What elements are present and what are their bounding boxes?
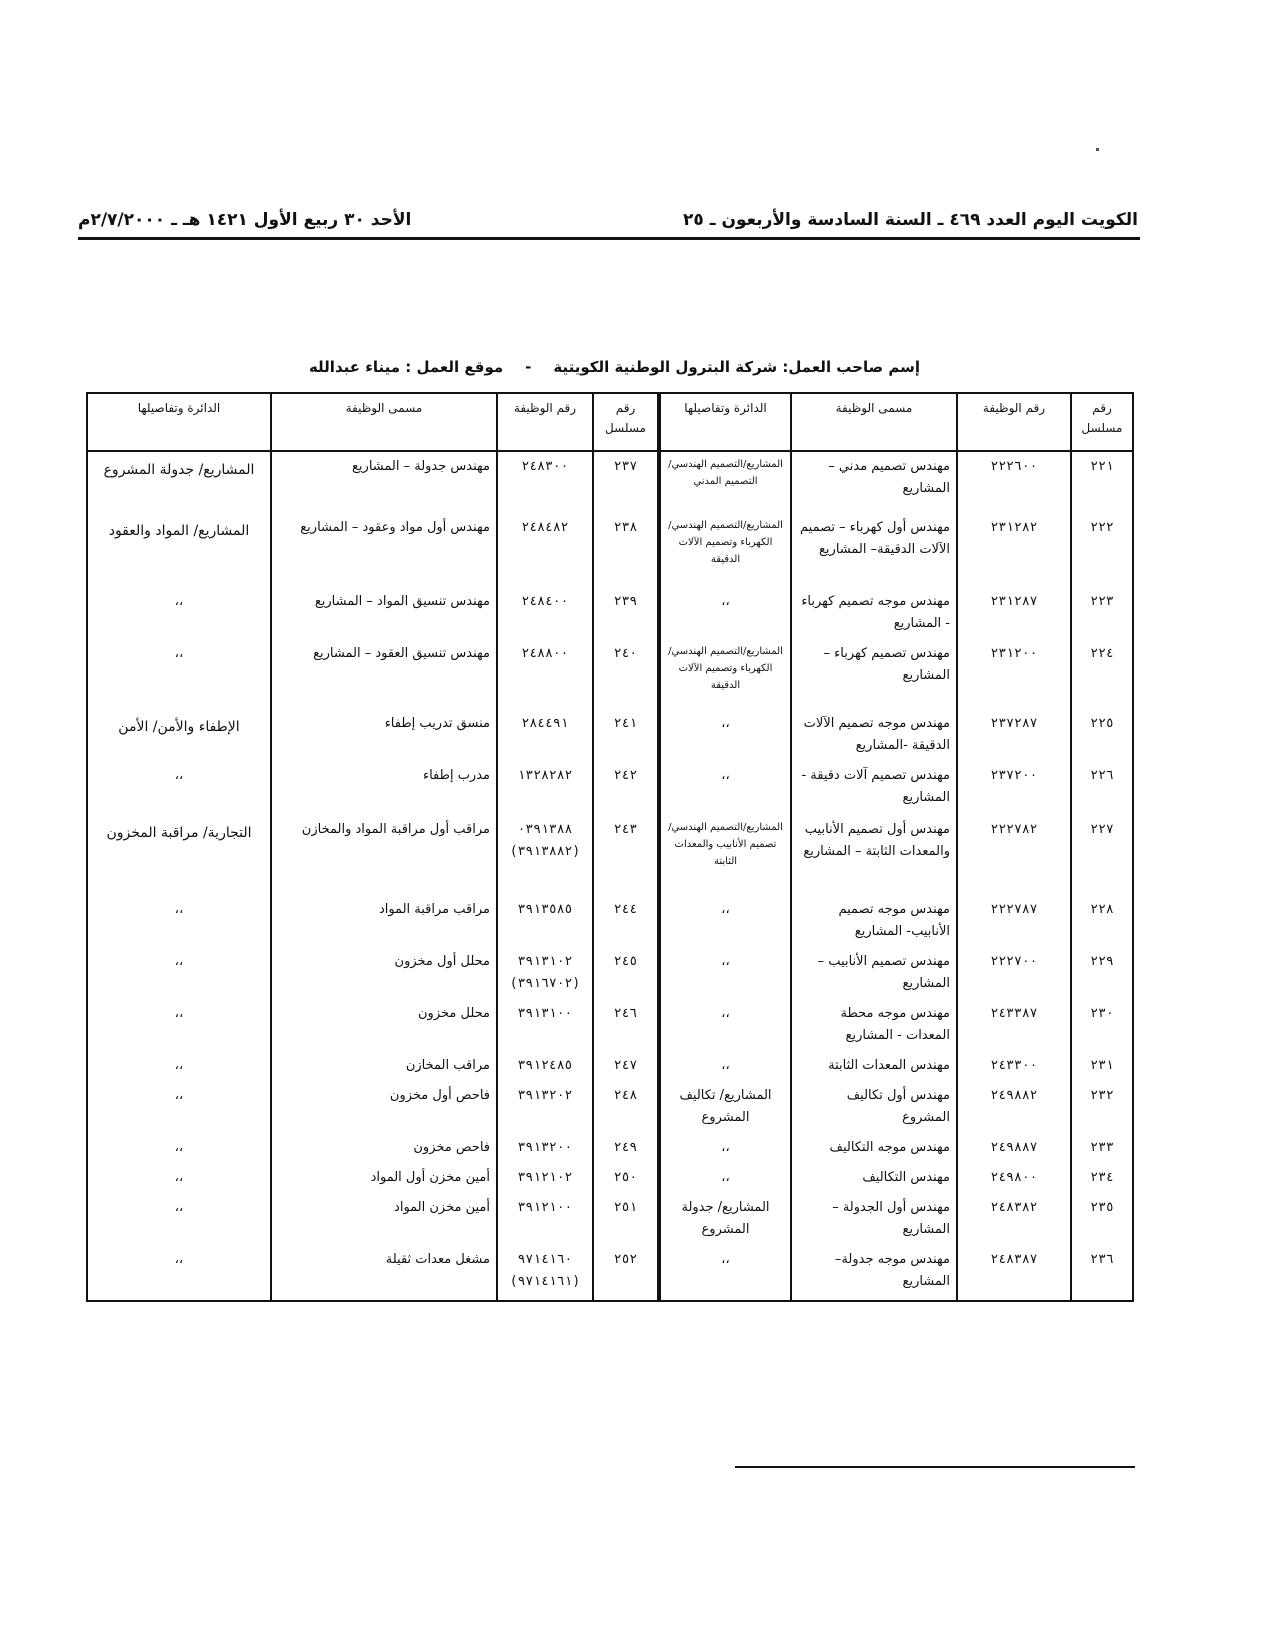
row-department: ،، [659, 709, 791, 761]
row-serial: ٢٢٥ [1071, 709, 1133, 761]
row-job-title: مهندس تصميم آلات دقيقة - المشاريع [791, 761, 957, 815]
table-row [87, 815, 1133, 895]
table-row [87, 1193, 1133, 1245]
gazette-date: الأحد ٣٠ ربيع الأول ١٤٢١ هـ ـ ٢/٧/٢٠٠٠م [78, 210, 412, 230]
table-row [87, 761, 1133, 815]
row-department: الإطفاء والأمن/ الأمن [87, 709, 271, 761]
row-department: ،، [659, 587, 791, 639]
scan-speck [1096, 148, 1099, 151]
row-job-title: مهندس تنسيق العقود – المشاريع [271, 639, 497, 709]
col-department-right: الدائرة وتفاصيلها [659, 393, 791, 451]
row-department: ،، [87, 999, 271, 1051]
row-job-number: ٣٩١٢١٠٢ [497, 1163, 593, 1193]
table-row [87, 587, 1133, 639]
row-job-title: مهندس موجه جدولة– المشاريع [791, 1245, 957, 1301]
row-serial: ٢٣٢ [1071, 1081, 1133, 1133]
page-header [78, 210, 1138, 240]
table-row [87, 1133, 1133, 1163]
row-job-title: مهندس تصميم الأنابيب – المشاريع [791, 947, 957, 999]
row-job-title: فاحص مخزون [271, 1133, 497, 1163]
table-row [87, 513, 1133, 587]
jobs-table [86, 392, 1134, 1302]
row-serial: ٢٥٠ [593, 1163, 659, 1193]
row-job-title: مهندس جدولة – المشاريع [271, 451, 497, 513]
row-job-number: ٢٢٢٧٠٠ [957, 947, 1071, 999]
row-job-number: ٢٤٣٣٨٧ [957, 999, 1071, 1051]
row-serial: ٢٤٠ [593, 639, 659, 709]
row-department: ،، [659, 1245, 791, 1301]
row-job-title: مهندس موجه تصميم كهرباء - المشاريع [791, 587, 957, 639]
table-row [87, 451, 1133, 513]
row-job-number: ٣٩١٣٢٠٠ [497, 1133, 593, 1163]
row-job-number: ٢٤٨٨٠٠ [497, 639, 593, 709]
work-location: موقع العمل : ميناء عبدالله [308, 358, 504, 376]
row-job-number: ٢٣١٢٨٧ [957, 587, 1071, 639]
row-department: ،، [87, 1163, 271, 1193]
row-serial: ٢٣١ [1071, 1051, 1133, 1081]
row-job-number: ٣٩١٢١٠٠ [497, 1193, 593, 1245]
table-header-row [87, 393, 1133, 451]
row-job-number: ٢٣١٢٠٠ [957, 639, 1071, 709]
row-department: ،، [659, 1163, 791, 1193]
row-job-number: ٢٣٧٢٠٠ [957, 761, 1071, 815]
row-serial: ٢٢١ [1071, 451, 1133, 513]
row-serial: ٢٣٦ [1071, 1245, 1133, 1301]
row-job-title: مهندس أول تصميم الأنابيب والمعدات الثابتة – المشاريع [791, 815, 957, 895]
row-serial: ٢٥١ [593, 1193, 659, 1245]
row-department: ،، [659, 895, 791, 947]
col-job-title-right: مسمى الوظيفة [791, 393, 957, 451]
row-job-title: مراقب أول مراقبة المواد والمخازن [271, 815, 497, 895]
row-serial: ٢٢٧ [1071, 815, 1133, 895]
footer-rule [735, 1466, 1135, 1468]
table-row [87, 1245, 1133, 1301]
row-department: ،، [659, 761, 791, 815]
row-job-number: ٣٩١٣١٠٠ [497, 999, 593, 1051]
row-department: المشاريع/التصميم الهندسي/التصميم المدني [659, 451, 791, 513]
row-job-title: محلل مخزون [271, 999, 497, 1051]
row-department: ،، [659, 947, 791, 999]
row-job-number: ٢٨٤٤٩١ [497, 709, 593, 761]
row-job-title: مهندس التكاليف [791, 1163, 957, 1193]
row-serial: ٢٤٨ [593, 1081, 659, 1133]
row-department: ،، [87, 947, 271, 999]
row-job-title: مهندس موجه تصميم الآلات الدقيقة -المشاريع [791, 709, 957, 761]
row-job-number: ٢٣١٢٨٢ [957, 513, 1071, 587]
row-job-title: مهندس المعدات الثابتة [791, 1051, 957, 1081]
row-serial: ٢٣٥ [1071, 1193, 1133, 1245]
col-serial-left: رقم مسلسل [593, 393, 659, 451]
row-serial: ٢٢٣ [1071, 587, 1133, 639]
row-job-number: ١٣٢٨٢٨٢ [497, 761, 593, 815]
col-job-no-right: رقم الوظيفة [957, 393, 1071, 451]
row-job-number: ٣٩١٢٤٨٥ [497, 1051, 593, 1081]
row-serial: ٢٤٢ [593, 761, 659, 815]
table-row [87, 999, 1133, 1051]
row-job-title: أمين مخزن المواد [271, 1193, 497, 1245]
row-serial: ٢٣٨ [593, 513, 659, 587]
row-department: ،، [87, 587, 271, 639]
col-job-no-left: رقم الوظيفة [497, 393, 593, 451]
row-job-title: منسق تدريب إطفاء [271, 709, 497, 761]
row-job-number: ٢٤٨٣٨٢ [957, 1193, 1071, 1245]
row-department: المشاريع/ جدولة المشروع [87, 451, 271, 513]
col-serial-right: رقم مسلسل [1071, 393, 1133, 451]
row-serial: ٢٢٩ [1071, 947, 1133, 999]
row-serial: ٢٣٣ [1071, 1133, 1133, 1163]
gazette-issue-info: الكويت اليوم العدد ٤٦٩ ـ السنة السادسة والأربعون ـ ٢٥ [683, 210, 1138, 230]
row-serial: ٢٤٩ [593, 1133, 659, 1163]
table-row [87, 1081, 1133, 1133]
table-row [87, 709, 1133, 761]
row-job-number: ٢٤٨٤٠٠ [497, 587, 593, 639]
row-department: المشاريع/التصميم الهندسي/الكهرباء وتصميم الآلات الدقيقة [659, 513, 791, 587]
row-serial: ٢٤٥ [593, 947, 659, 999]
row-department: ،، [87, 1193, 271, 1245]
row-serial: ٢٣٧ [593, 451, 659, 513]
row-serial: ٢٢٢ [1071, 513, 1133, 587]
row-department: ،، [87, 1245, 271, 1301]
row-job-title: مهندس موجه محطة المعدات - المشاريع [791, 999, 957, 1051]
row-job-number: ٩٧١٤١٦٠ (٩٧١٤١٦١) [497, 1245, 593, 1301]
col-department-left: الدائرة وتفاصيلها [87, 393, 271, 451]
row-job-title: مهندس موجه تصميم الأنابيب- المشاريع [791, 895, 957, 947]
row-job-number: ٢٤٨٣٨٧ [957, 1245, 1071, 1301]
row-department: ،، [87, 895, 271, 947]
row-department: المشاريع/التصميم الهندسي/الكهرباء وتصميم الآلات الدقيقة [659, 639, 791, 709]
row-serial: ٢٤٦ [593, 999, 659, 1051]
row-job-number: ٢٣٧٢٨٧ [957, 709, 1071, 761]
row-department: التجارية/ مراقبة المخزون [87, 815, 271, 895]
table-row [87, 1163, 1133, 1193]
header-rule [78, 237, 1140, 240]
table-row [87, 1051, 1133, 1081]
row-job-title: مدرب إطفاء [271, 761, 497, 815]
row-job-number: ٢٤٨٤٨٢ [497, 513, 593, 587]
row-department: ،، [659, 1133, 791, 1163]
row-department: ،، [659, 999, 791, 1051]
row-serial: ٢٣٤ [1071, 1163, 1133, 1193]
row-job-title: مهندس موجه التكاليف [791, 1133, 957, 1163]
employer-separator: - [525, 358, 532, 376]
row-department: المشاريع/التصميم الهندسي/تصميم الأنابيب والمعدات الثابتة [659, 815, 791, 895]
row-job-title: مهندس أول الجدولة – المشاريع [791, 1193, 957, 1245]
employer-name: إسم صاحب العمل: شركة البترول الوطنية الكويتية [553, 358, 920, 376]
row-job-number: ٣٩١٣٢٠٢ [497, 1081, 593, 1133]
row-job-title: مراقب المخازن [271, 1051, 497, 1081]
row-serial: ٢٢٦ [1071, 761, 1133, 815]
row-job-title: أمين مخزن أول المواد [271, 1163, 497, 1193]
employer-line [280, 358, 920, 376]
row-serial: ٢٤٤ [593, 895, 659, 947]
row-serial: ٢٣٠ [1071, 999, 1133, 1051]
row-job-number: ٢٢٢٦٠٠ [957, 451, 1071, 513]
row-job-title: مهندس تصميم كهرباء – المشاريع [791, 639, 957, 709]
row-department: ،، [87, 639, 271, 709]
row-job-title: مهندس تنسيق المواد – المشاريع [271, 587, 497, 639]
row-job-number: ٢٤٣٣٠٠ [957, 1051, 1071, 1081]
row-serial: ٢٢٨ [1071, 895, 1133, 947]
row-job-number: ٢٤٩٨٨٢ [957, 1081, 1071, 1133]
row-job-number: ٠٣٩١٣٨٨ (٣٩١٣٨٨٢) [497, 815, 593, 895]
row-job-title: فاحص أول مخزون [271, 1081, 497, 1133]
row-department: ،، [87, 1133, 271, 1163]
row-serial: ٢٤١ [593, 709, 659, 761]
row-serial: ٢٥٢ [593, 1245, 659, 1301]
row-department: المشاريع/ تكاليف المشروع [659, 1081, 791, 1133]
row-job-number: ٢٤٩٨٠٠ [957, 1163, 1071, 1193]
row-job-title: مشغل معدات ثقيلة [271, 1245, 497, 1301]
row-job-number: ٣٩١٣٥٨٥ [497, 895, 593, 947]
row-serial: ٢٤٣ [593, 815, 659, 895]
row-department: ،، [87, 761, 271, 815]
row-job-number: ٢٤٨٣٠٠ [497, 451, 593, 513]
table-row [87, 947, 1133, 999]
row-department: ،، [659, 1051, 791, 1081]
row-department: المشاريع/ جدولة المشروع [659, 1193, 791, 1245]
row-department: المشاريع/ المواد والعقود [87, 513, 271, 587]
row-job-number: ٢٢٢٧٨٧ [957, 895, 1071, 947]
row-department: ،، [87, 1081, 271, 1133]
row-department: ،، [87, 1051, 271, 1081]
row-job-title: مهندس أول كهرباء – تصميم الآلات الدقيقة– المشاريع [791, 513, 957, 587]
row-serial: ٢٢٤ [1071, 639, 1133, 709]
row-job-title: مهندس أول مواد وعقود – المشاريع [271, 513, 497, 587]
row-job-title: مراقب مراقبة المواد [271, 895, 497, 947]
row-job-title: مهندس تصميم مدني – المشاريع [791, 451, 957, 513]
row-job-title: مهندس أول تكاليف المشروع [791, 1081, 957, 1133]
row-job-title: محلل أول مخزون [271, 947, 497, 999]
table-row [87, 639, 1133, 709]
row-job-number: ٢٢٢٧٨٢ [957, 815, 1071, 895]
row-serial: ٢٣٩ [593, 587, 659, 639]
col-job-title-left: مسمى الوظيفة [271, 393, 497, 451]
table-row [87, 895, 1133, 947]
row-job-number: ٣٩١٣١٠٢ (٣٩١٦٧٠٢) [497, 947, 593, 999]
row-job-number: ٢٤٩٨٨٧ [957, 1133, 1071, 1163]
row-serial: ٢٤٧ [593, 1051, 659, 1081]
